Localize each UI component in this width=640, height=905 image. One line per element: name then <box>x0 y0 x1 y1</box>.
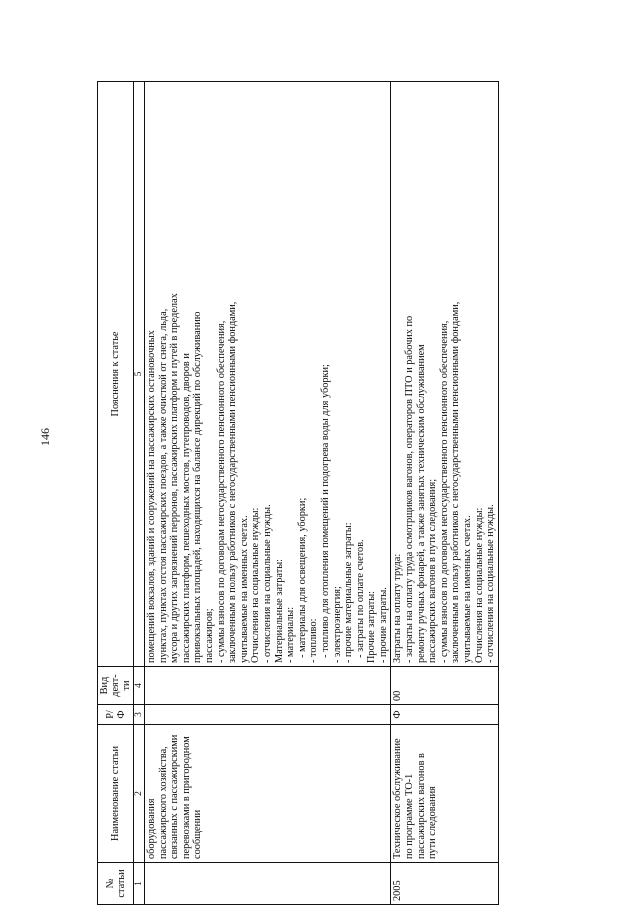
article-number-cell <box>145 863 391 905</box>
explanation-line: - суммы взносов по договорам негосударственного пенсионного обеспечения, <box>215 320 227 663</box>
article-name-line: оборудования <box>146 798 157 859</box>
explanation-line: Отчисления на социальные нужды: <box>250 507 262 663</box>
column-number-row <box>134 82 145 905</box>
page-number: 146 <box>38 428 52 446</box>
explanation-line: - затраты по оплате счетов. <box>354 539 366 663</box>
header-activity-type: Вид деят-ти <box>98 667 134 705</box>
explanation-line: - материалы для освещения, уборки; <box>296 497 308 663</box>
explanation-line: пассажирских вагонов в пути следования; <box>427 478 439 663</box>
column-number: 3 <box>134 705 145 725</box>
table-header-row <box>98 82 134 905</box>
explanation-cell <box>391 82 498 667</box>
article-number-cell: 2005 <box>391 863 498 905</box>
column-number: 5 <box>134 82 145 667</box>
explanation-line: - прочие материальные затраты: <box>343 522 355 663</box>
table-row <box>391 82 498 905</box>
explanation-line: Материальные затраты: <box>273 559 285 663</box>
explanation-line: - материалы: <box>285 606 297 663</box>
header-article-name: Наименование статьи <box>98 725 134 863</box>
column-number: 4 <box>134 667 145 705</box>
article-name-line: связанных с пассажирскими <box>169 734 181 859</box>
articles-table <box>97 81 499 905</box>
explanation-line: - топливо: <box>308 618 320 663</box>
explanation-line: пунктах, пунктах отстоя пассажирских поездов, а также очисткой от снега, льда, <box>157 308 169 663</box>
header-article-number: № статьи <box>98 863 134 905</box>
article-name-cell <box>391 725 498 863</box>
explanation-line: - отчисления на социальные нужды. <box>261 504 273 663</box>
article-name-line: сообщении <box>192 809 204 859</box>
explanation-line: Затраты на оплату труда: <box>392 553 404 663</box>
article-name-line: по программе ТО-1 <box>404 773 416 859</box>
explanation-line: учитываемые на именных счетах. <box>238 515 250 663</box>
header-rf: Р/ Ф <box>98 705 134 725</box>
explanation-line: Отчисления на социальные нужды: <box>473 507 485 663</box>
explanation-line: учитываемые на именных счетах. <box>462 515 474 663</box>
explanation-line: - отчисления на социальные нужды. <box>485 504 497 663</box>
explanation-line: заключенным в пользу работников с негосударственными пенсионными фондами, <box>450 301 462 663</box>
explanation-line: - электроэнергия; <box>331 586 343 663</box>
explanation-line: пассажиров; <box>203 608 215 663</box>
article-name-cell <box>145 725 391 863</box>
table-row <box>145 82 391 905</box>
explanation-line: - прочие затраты. <box>377 587 389 663</box>
explanation-line: привокзальных площадей, находящихся на балансе дирекций по обслуживанию <box>192 311 204 663</box>
explanation-line: пассажирских платформ, пешеходных мостов, путепроводов, дворов и <box>180 353 192 663</box>
table-body <box>145 82 499 905</box>
explanation-line: - затраты на оплату труда осмотрщиков вагонов, операторов ПТО и рабочих по <box>404 315 416 663</box>
article-name-line: перевозками в пригородном <box>180 736 192 859</box>
rf-cell <box>145 705 391 725</box>
article-name-line: пути следования <box>427 786 439 859</box>
explanation-cell <box>145 82 391 667</box>
explanation-line: ремонту ручных фонарей, а также занятых техническим обслуживанием <box>415 344 427 663</box>
column-number: 1 <box>134 863 145 905</box>
header-explanation: Пояснения к статье <box>98 82 134 667</box>
explanation-line: - топливо для отопления помещений и подогрева воды для уборки; <box>319 364 331 663</box>
explanation-line: помещений вокзалов, зданий и сооружений на пассажирских остановочных <box>146 330 157 663</box>
column-number: 2 <box>134 725 145 863</box>
article-name-line: пассажирских вагонов в <box>415 753 427 859</box>
explanation-line: заключенным в пользу работников с негосударственными пенсионными фондами, <box>227 301 239 663</box>
explanation-line: мусора и других загрязнений перронов, пассажирских платформ и путей в пределах <box>169 293 181 663</box>
explanation-line: - суммы взносов по договорам негосударственного пенсионного обеспечения, <box>438 320 450 663</box>
rotated-table-container <box>97 82 633 905</box>
activity-type-cell <box>145 667 391 705</box>
activity-type-cell: 00 <box>391 667 498 705</box>
article-name-line: Техническое обслуживание <box>392 738 404 859</box>
article-name-line: пассажирского хозяйства, <box>157 746 169 859</box>
rf-cell: Ф <box>391 705 498 725</box>
explanation-line: Прочие затраты: <box>366 590 378 663</box>
